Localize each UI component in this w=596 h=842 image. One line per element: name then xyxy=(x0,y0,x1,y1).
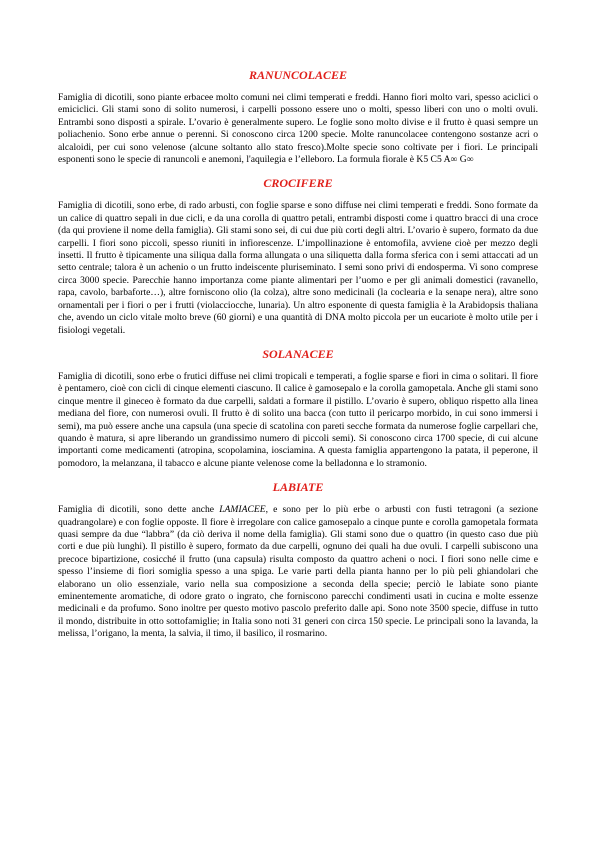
section-text-labiate xyxy=(58,504,538,640)
section-text-labiate-rest: , e sono per lo più erbe o arbusti con fusti tetragoni (a sezione quadrangolare) e con foglie opposte. Il fiore è irregolare con calice gamosepalo a cinque punte e corolla gamopetala formata quasi sempre da due “labbra” (da ciò deriva il nome della famiglia). Gli stami sono due o quattro (in questo caso due più corti e due più lunghi). Il pistillo è supero, formato da due carpelli, ognuno dei quali ha due ovuli. I carpelli subiscono una precoce bipartizione, cosicché il frutto (una capsula) risulta composto da quattro acheni o noci. I fiori sono nelle cime e spesso l’insieme di fiori somiglia spesso a una spiga. Le varie parti della pianta hanno per lo più peli ghiandolari che elaborano un olio essenziale, vario nella sua composizione a seconda della specie; perciò le labiate sono piante eminentemente aromatiche, di odore grato o ingrato, che forniscono parecchi condimenti usati in cucina e molte essenze medicinali e da profumo. Sono inoltre per questo motivo pascolo preferito dalle api. Sono note 3500 specie, diffuse in tutto il mondo, distribuite in otto sottofamiglie; in Italia sono noti 31 generi con circa 150 specie. Le principali sono la lavanda, la melissa, l’origano, la menta, la salvia, il timo, il basilico, il rosmarino. xyxy=(58,504,538,640)
section-text-solanacee: Famiglia di dicotili, sono erbe o frutici diffuse nei climi tropicali e temperati, a foglie sparse e fiori in cima o solitari. Il fiore è pentamero, cioè con cicli di cinque elementi ciascuno. Il calice è gamosepalo e la corolla gamopetala. Anche gli stami sono cinque mentre il gineceo è formato da due carpelli, saldati a formare il pistillo. L’ovario è supero, obliquo rispetto alla linea mediana del fiore, con numerosi ovuli. Il frutto è di solito una bacca (con tutto il pericarpo morbido, in cui sono immersi i semi), ma può essere anche una capsula (una specie di scatolina con pareti secche formata da numerose foglie carpellari che, quando è matura, si apre liberando un grandissimo numero di piccoli semi). Si conoscono circa 1700 specie, di cui alcune importanti come medicamenti (atropina, scopolamina, iosciamina. A questa famiglia appartengono la patata, il peperone, il pomodoro, la melanzana, il tabacco e alcune piante velenose come la belladonna e lo stramonio. xyxy=(58,370,538,469)
section-text-crocifere: Famiglia di dicotili, sono erbe, di rado arbusti, con foglie sparse e sono diffuse nei climi temperati e freddi. Sono formate da un calice di quattro sepali in due cicli, e da una corolla di quattro petali, entrambi disposti come i quattro bracci di una croce (da qui proviene il nome della famiglia). Gli stami sono sei, di cui due più corti degli altri. L’ovario è supero, formato da due carpelli. I fiori sono piccoli, spesso riuniti in infiorescenze. L’impollinazione è entomofila, avviene cioè per mezzo degli insetti. Il frutto è tipicamente una siliqua dalla forma allungata o una siliquetta dalla forma sferica con i semi attaccati ad un setto centrale; talora è un achenio o un frutto indeiscente pluriseminato. I semi sono privi di endosperma. Vi sono comprese circa 3000 specie. Parecchie hanno importanza come piante alimentari per l’uomo e per gli animali domestici (ravanello, rapa, cavolo, barbaforte…), altre forniscono olio (la colza), altre sono medicinali (la coclearia e la senape nera), altre sono ornamentali per i fiori o per i frutti (violacciocche, lunaria). Un altro esponente di questa famiglia è la Arabidopsis thaliana che, avendo un ciclo vitale molto breve (60 giorni) e una quantità di DNA molto piccola per un eucariote è molto utile per i fisiologi vegetali. xyxy=(58,200,538,336)
section-text-labiate-intro: Famiglia di dicotili, sono dette anche xyxy=(58,504,220,516)
section-ranuncolacee xyxy=(58,68,538,166)
section-text-ranuncolacee: Famiglia di dicotili, sono piante erbacee molto comuni nei climi temperati e freddi. Hanno fiori molto vari, spesso aciclici o emiciclici. Gli stami sono di solito numerosi, i carpelli possono essere uno o molti, spesso liberi con uno o molti ovuli. Entrambi sono disposti a spirale. L’ovario è generalmente supero. Le foglie sono molto divise e il frutto è quasi sempre un poliachenio. Sono erbe annue o perenni. Si conoscono circa 1200 specie. Molte ranuncolacee contengono sostanze acri o alcaloidi, per cui sono velenose (alcune soltanto allo stato fresco).Molte specie sono coltivate per i fiori. Le principali esponenti sono le specie di ranuncoli e anemoni, l'aquilegia e l’elleboro. La formula fiorale è K5 C5 A∞ G∞ xyxy=(58,92,538,166)
section-title-labiate: LABIATE xyxy=(272,480,324,495)
section-title-crocifere: CROCIFERE xyxy=(263,176,333,191)
section-title-solanacee: SOLANACEE xyxy=(262,346,334,361)
section-labiate xyxy=(58,480,538,640)
section-solanacee xyxy=(58,347,538,470)
section-text-labiate-italic-term: LAMIACEE xyxy=(219,504,266,516)
section-title-ranuncolacee: RANUNCOLACEE xyxy=(248,68,348,82)
section-crocifere xyxy=(58,176,538,336)
